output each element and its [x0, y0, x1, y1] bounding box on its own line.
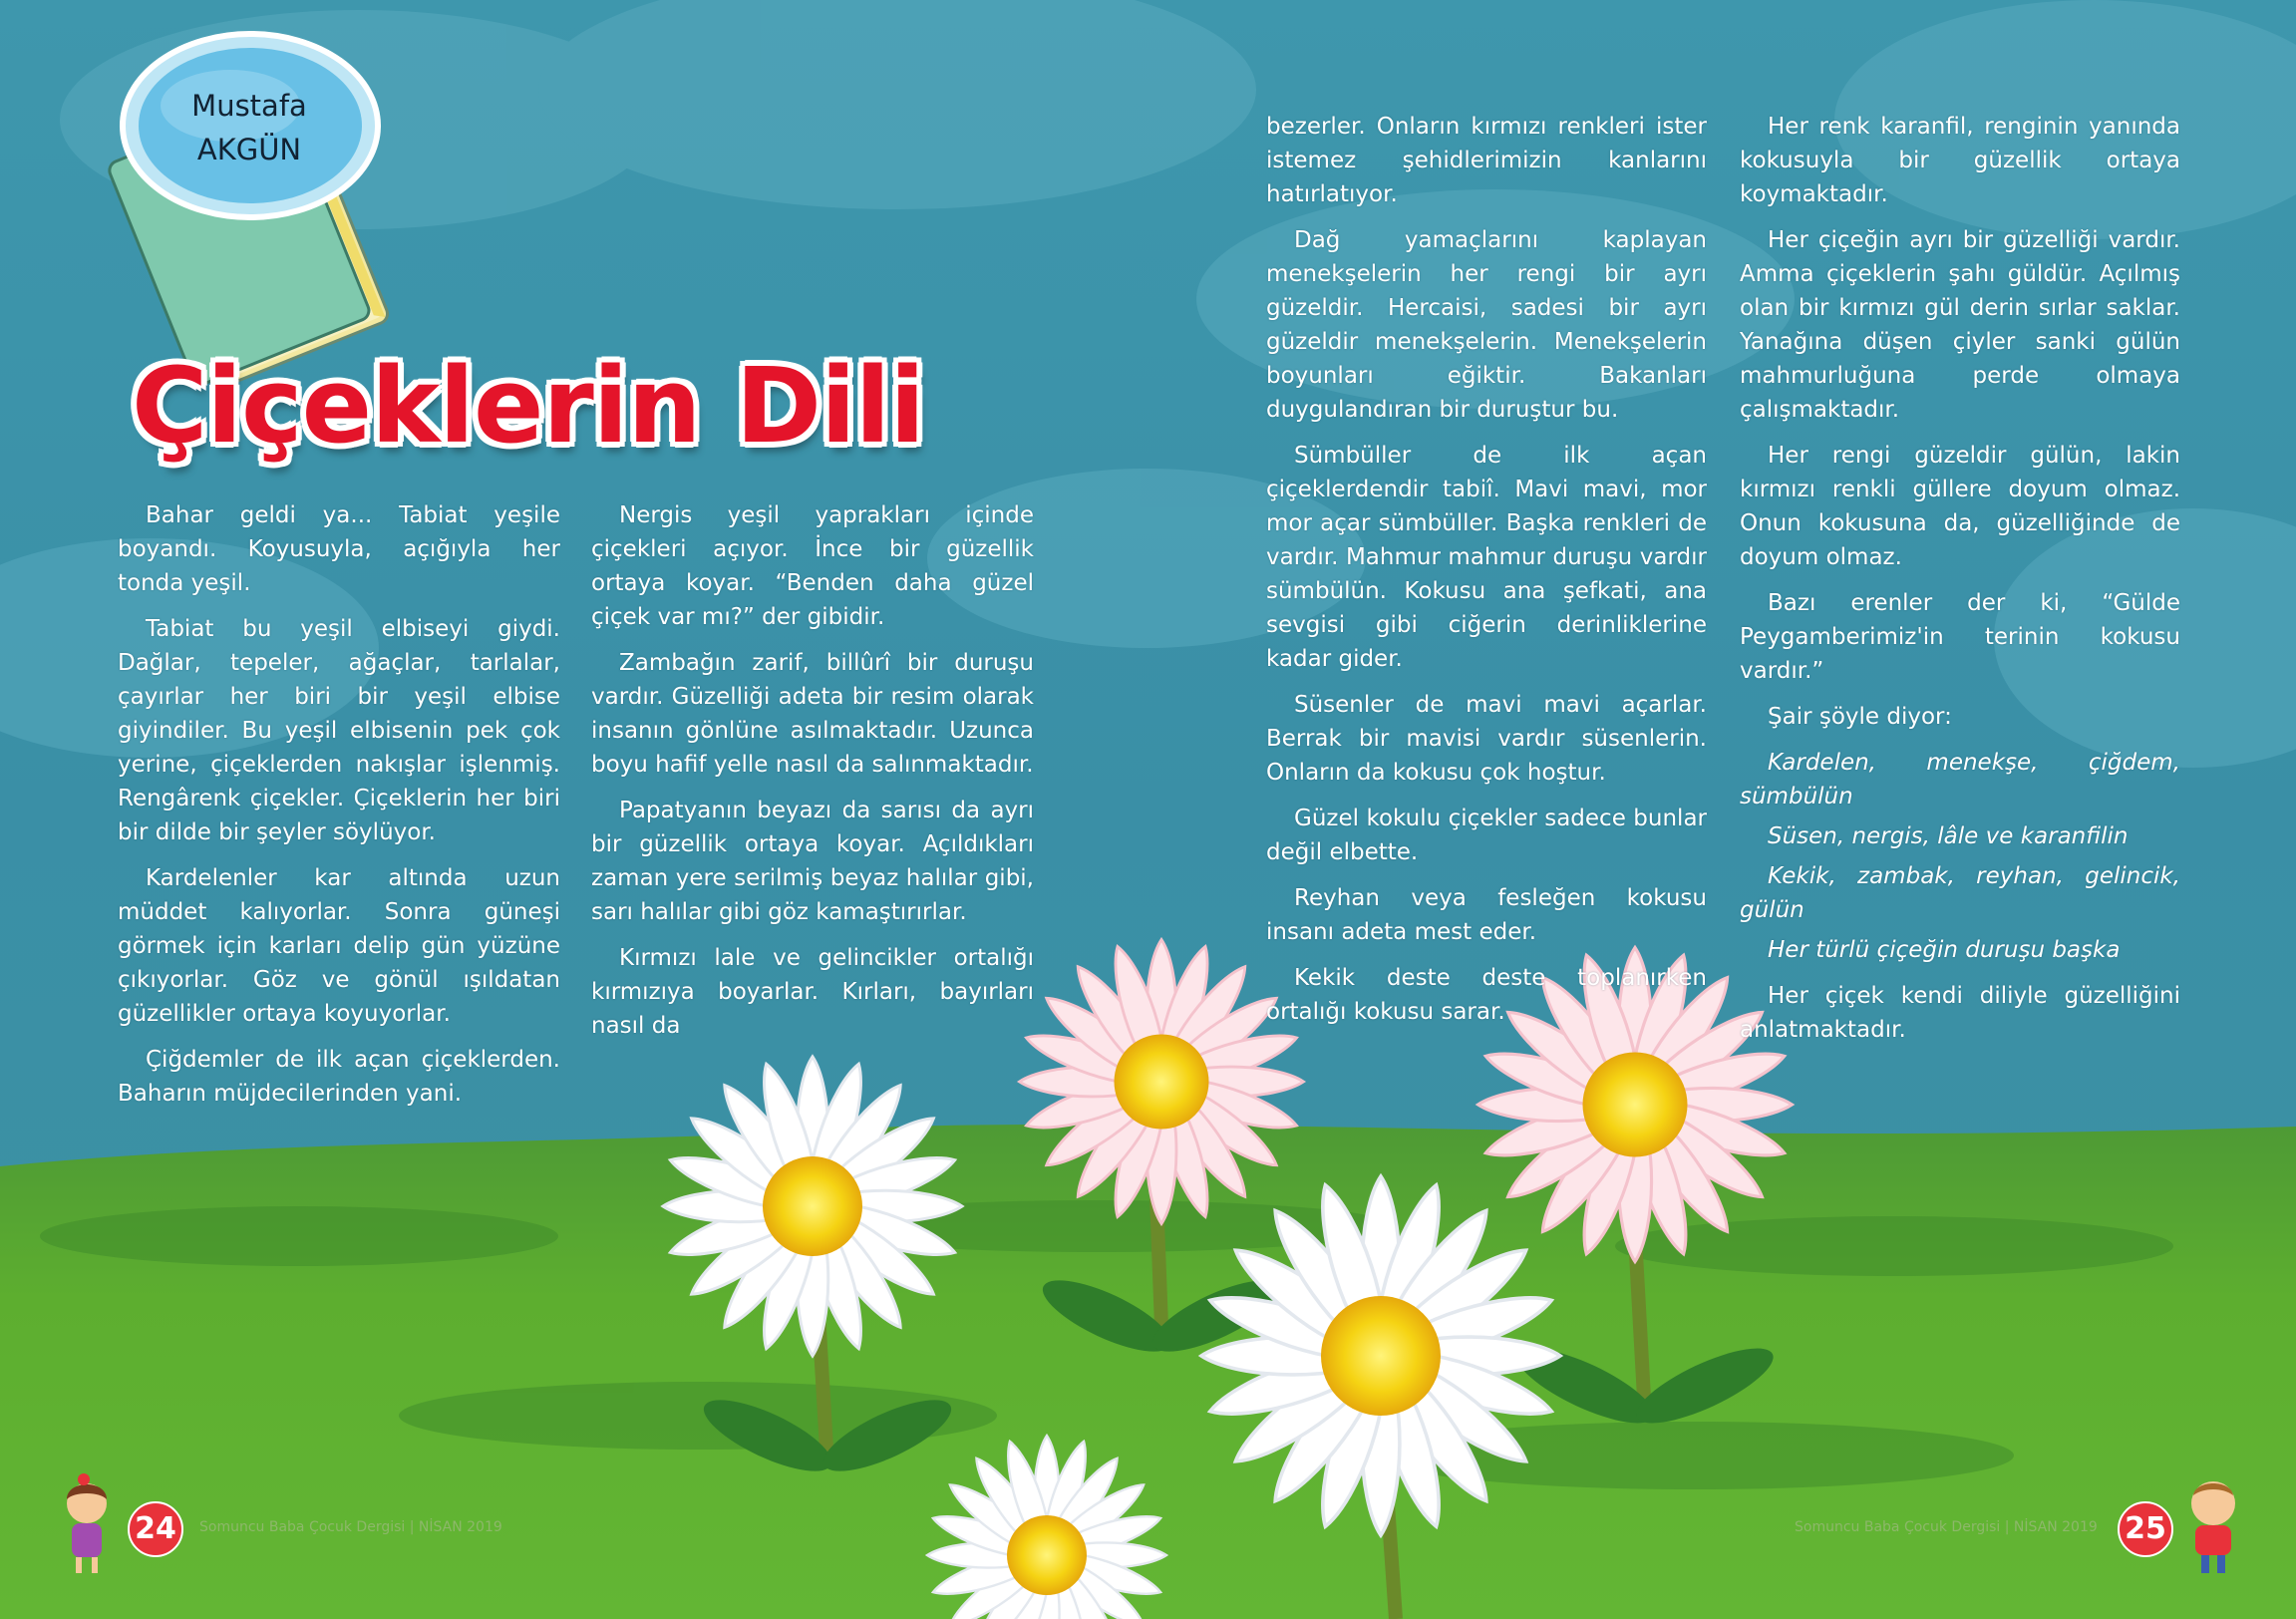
- poem-line: Kardelen, menekşe, çiğdem, sümbülün: [1740, 750, 2180, 810]
- text-column-3: [1266, 110, 1707, 1041]
- paragraph: Süsenler de mavi mavi açarlar. Berrak bir mavisi vardır süsenlerin. Onların da kokusu çok hoştur.: [1266, 692, 1707, 786]
- page-number-left: 24: [128, 1501, 183, 1557]
- paragraph: Güzel kokulu çiçekler sadece bunlar değil elbette.: [1266, 806, 1707, 865]
- paragraph: Dağ yamaçlarını kaplayan menekşelerin her rengi bir ayrı güzeldir. Hercaisi, sadesi bir ayrı güzeldir menekşelerin. Menekşelerin boyunları eğiktir. Bakanları duygulandıran bir duruştur bu.: [1266, 227, 1707, 423]
- paragraph: Kekik deste deste toplanırken ortalığı kokusu sarar.: [1266, 965, 1707, 1025]
- paragraph: Her renk karanfil, renginin yanında kokusuyla bir güzellik ortaya koymaktadır.: [1740, 114, 2180, 207]
- paragraph: Kırmızı lale ve gelincikler ortalığı kırmızıya boyarlar. Kırları, bayırları nasıl da: [591, 945, 1034, 1039]
- paragraph: Papatyanın beyazı da sarısı da ayrı bir güzellik ortaya koyar. Açıldıkları zaman yere serilmiş beyaz halılar gibi, sarı halılar gibi göz kamaştırırlar.: [591, 798, 1034, 925]
- footer-text-right: Somuncu Baba Çocuk Dergisi | NİSAN 2019: [1795, 1519, 2098, 1535]
- text-column-2: [591, 498, 1034, 1055]
- paragraph: Çiğdemler de ilk açan çiçeklerden. Baharın müjdecilerinden yani.: [118, 1047, 560, 1107]
- girl-character-icon: [52, 1473, 122, 1579]
- author-name: [132, 84, 367, 171]
- paragraph: Şair şöyle diyor:: [1768, 704, 1952, 730]
- text-column-1: [118, 498, 560, 1123]
- paragraph: Reyhan veya fesleğen kokusu insanı adeta mest eder.: [1266, 885, 1707, 945]
- poem-line: Kekik, zambak, reyhan, gelincik, gülün: [1740, 863, 2180, 923]
- text-column-4: [1740, 110, 2180, 1059]
- paragraph: Her rengi güzeldir gülün, lakin kırmızı renkli güllere doyum olmaz. Onun kokusuna da, güzelliğinde de doyum olmaz.: [1740, 443, 2180, 570]
- author-last-name: AKGÜN: [196, 133, 302, 166]
- paragraph: Her çiçek kendi diliyle güzelliğini anlatmaktadır.: [1740, 983, 2180, 1043]
- boy-character-icon: [2173, 1473, 2253, 1579]
- paragraph: Tabiat bu yeşil elbiseyi giydi. Dağlar, tepeler, ağaçlar, tarlalar, çayırlar her biri bir yeşil elbise giyindiler. Bu yeşil elbisenin pek çok yerine, çiçeklerden nakışlar işlenmiş. Rengârenk çiçekler. Çiçeklerin her biri bir dilde bir şeyler söylüyor.: [118, 616, 560, 845]
- paragraph: Sümbüller de ilk açan çiçeklerdendir tabiî. Mavi mavi, mor mor açar sümbüller. Başka renkleri de vardır. Mahmur mahmur duruşu vardır sümbülün. Kokusu ana şefkati, ana sevgisi gibi ciğerin derinliklerine kadar gider.: [1266, 443, 1707, 672]
- paragraph: Her çiçeğin ayrı bir güzelliği vardır. Amma çiçeklerin şahı güldür. Açılmış olan bir kırmızı gül derin sırlar saklar. Yanağına düşen çiyler sanki gülün mahmurluğuna perde olmaya çalışmaktadır.: [1740, 227, 2180, 423]
- poem-line: Her türlü çiçeğin duruşu başka: [1768, 937, 2121, 963]
- article-title: Çiçeklerin Dili: [132, 345, 924, 467]
- paragraph: bezerler. Onların kırmızı renkleri ister istemez şehidlerimizin kanlarını hatırlatıyor.: [1266, 114, 1707, 207]
- author-first-name: Mustafa: [191, 89, 307, 123]
- paragraph: Kardelenler kar altında uzun müddet kalıyorlar. Sonra güneşi görmek için karları delip gün yüzüne çıkıyorlar. Göz ve gönül ışıldatan güzellikler ortaya koyuyorlar.: [118, 865, 560, 1027]
- paragraph: Bahar geldi ya... Tabiat yeşile boyandı. Koyusuyla, açığıyla her tonda yeşil.: [118, 502, 560, 596]
- paragraph: Bazı erenler der ki, “Gülde Peygamberimiz'in terinin kokusu vardır.”: [1740, 590, 2180, 684]
- paragraph: Zambağın zarif, billûrî bir duruşu vardır. Güzelliği adeta bir resim olarak insanın gönlüne asılmaktadır. Uzunca boyu hafif yelle nasıl da salınmaktadır.: [591, 650, 1034, 778]
- footer-text-left: Somuncu Baba Çocuk Dergisi | NİSAN 2019: [199, 1519, 502, 1535]
- page-number-right: 25: [2118, 1501, 2173, 1557]
- poem-line: Süsen, nergis, lâle ve karanfilin: [1768, 823, 2129, 849]
- book-icon: [96, 26, 405, 395]
- paragraph: Nergis yeşil yaprakları içinde çiçekleri açıyor. İnce bir güzellik ortaya koyar. “Benden daha güzel çiçek var mı?” der gibidir.: [591, 502, 1034, 630]
